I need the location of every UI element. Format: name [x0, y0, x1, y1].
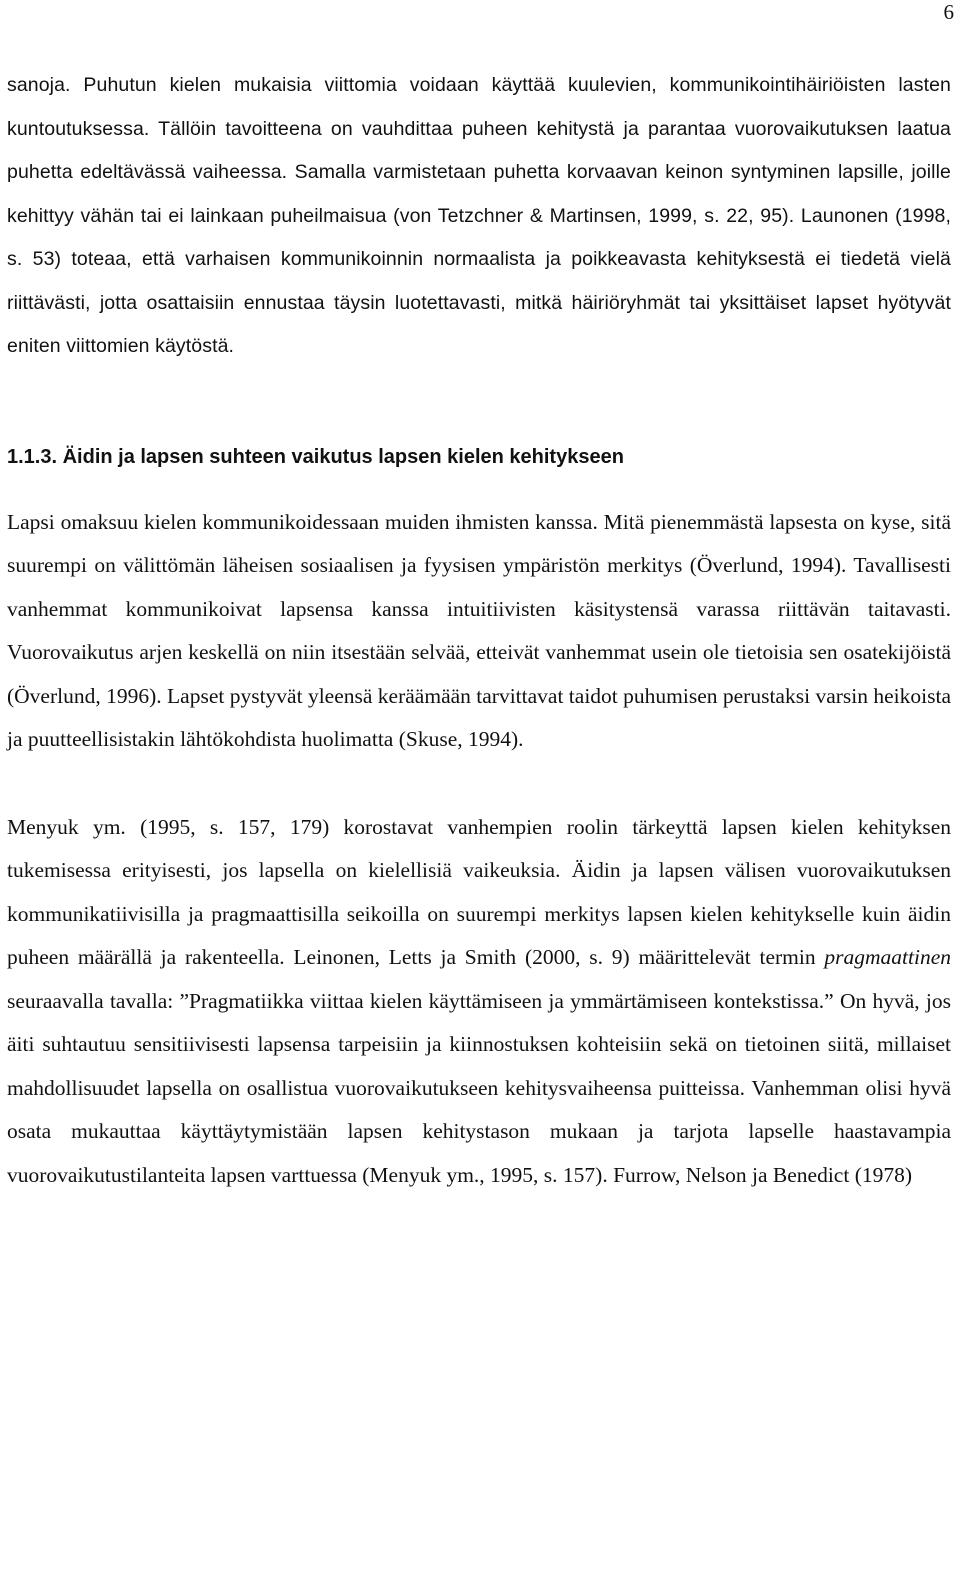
italic-term: pragmaattinen	[824, 945, 951, 969]
page-number: 6	[943, 0, 954, 24]
section-heading: 1.1.3. Äidin ja lapsen suhteen vaikutus lapsen kielen kehitykseen	[7, 445, 624, 468]
paragraph-vanhempien-rooli	[7, 806, 951, 1198]
paragraph-text-part: Menyuk ym. (1995, s. 157, 179) korostavat vanhempien roolin tärkeyttä lapsen kielen kehityksen tukemisessa erityisesti, jos lapsella on kielellisiä vaikeuksia. Äidin ja lapsen välisen vuorovaikutuksen kommunikatiivisilla ja pragmaattisilla seikoilla on suurempi merkitys lapsen kielen kehitykselle kuin äidin puheen määrällä ja rakenteella. Leinonen, Letts ja Smith (2000, s. 9) määrittelevät termin	[7, 814, 951, 969]
paragraph-text-part: seuraavalla tavalla: ”Pragmatiikka viittaa kielen käyttämiseen ja ymmärtämiseen kontekstissa.” On hyvä, jos äiti suhtautuu sensitiivisesti lapsensa tarpeisiin ja kiinnostuksen kohteisiin sekä on tietoinen siitä, millaiset mahdollisuudet lapsella on osallistua vuorovaikutukseen kehitysvaiheensa puitteissa. Vanhemman olisi hyvä osata mukauttaa käyttäytymistään lapsen kehitystason mukaan ja tarjota lapselle haastavampia vuorovaikutustilanteita lapsen varttuessa (Menyuk ym., 1995, s. 157). Furrow, Nelson ja Benedict (1978)	[7, 988, 951, 1187]
document-body	[7, 64, 951, 1197]
paragraph-viittomat: sanoja. Puhutun kielen mukaisia viittomia voidaan käyttää kuulevien, kommunikointihäiriöisten lasten kuntoutuksessa. Tällöin tavoitteena on vauhdittaa puheen kehitystä ja parantaa vuorovaikutuksen laatua puhetta edeltävässä vaiheessa. Samalla varmistetaan puhetta korvaavan keinon syntyminen lapsille, joille kehittyy vähän tai ei lainkaan puheilmaisua (von Tetzchner & Martinsen, 1999, s. 22, 95). Launonen (1998, s. 53) toteaa, että varhaisen kommunikoinnin normaalista ja poikkeavasta kehityksestä ei tiedetä vielä riittävästi, jotta osattaisiin ennustaa täysin luotettavasti, mitkä häiriöryhmät tai yksittäiset lapset hyötyvät eniten viittomien käytöstä.	[7, 74, 951, 357]
paragraph-kielen-omaksuminen: Lapsi omaksuu kielen kommunikoidessaan muiden ihmisten kanssa. Mitä pienemmästä lapsesta on kyse, sitä suurempi on välittömän läheisen sosiaalisen ja fyysisen ympäristön merkitys (Överlund, 1994). Tavallisesti vanhemmat kommunikoivat lapsensa kanssa intuitiivisten käsitystensä varassa riittävän taitavasti. Vuorovaikutus arjen keskellä on niin itsestään selvää, etteivät vanhemmat usein ole tietoisia sen osatekijöistä (Överlund, 1996). Lapset pystyvät yleensä keräämään tarvittavat taidot puhumisen perustaksi varsin heikoista ja puutteellisistakin lähtökohdista huolimatta (Skuse, 1994).	[7, 509, 951, 751]
spacer	[7, 479, 951, 501]
spacer	[7, 369, 951, 435]
spacer	[7, 762, 951, 806]
